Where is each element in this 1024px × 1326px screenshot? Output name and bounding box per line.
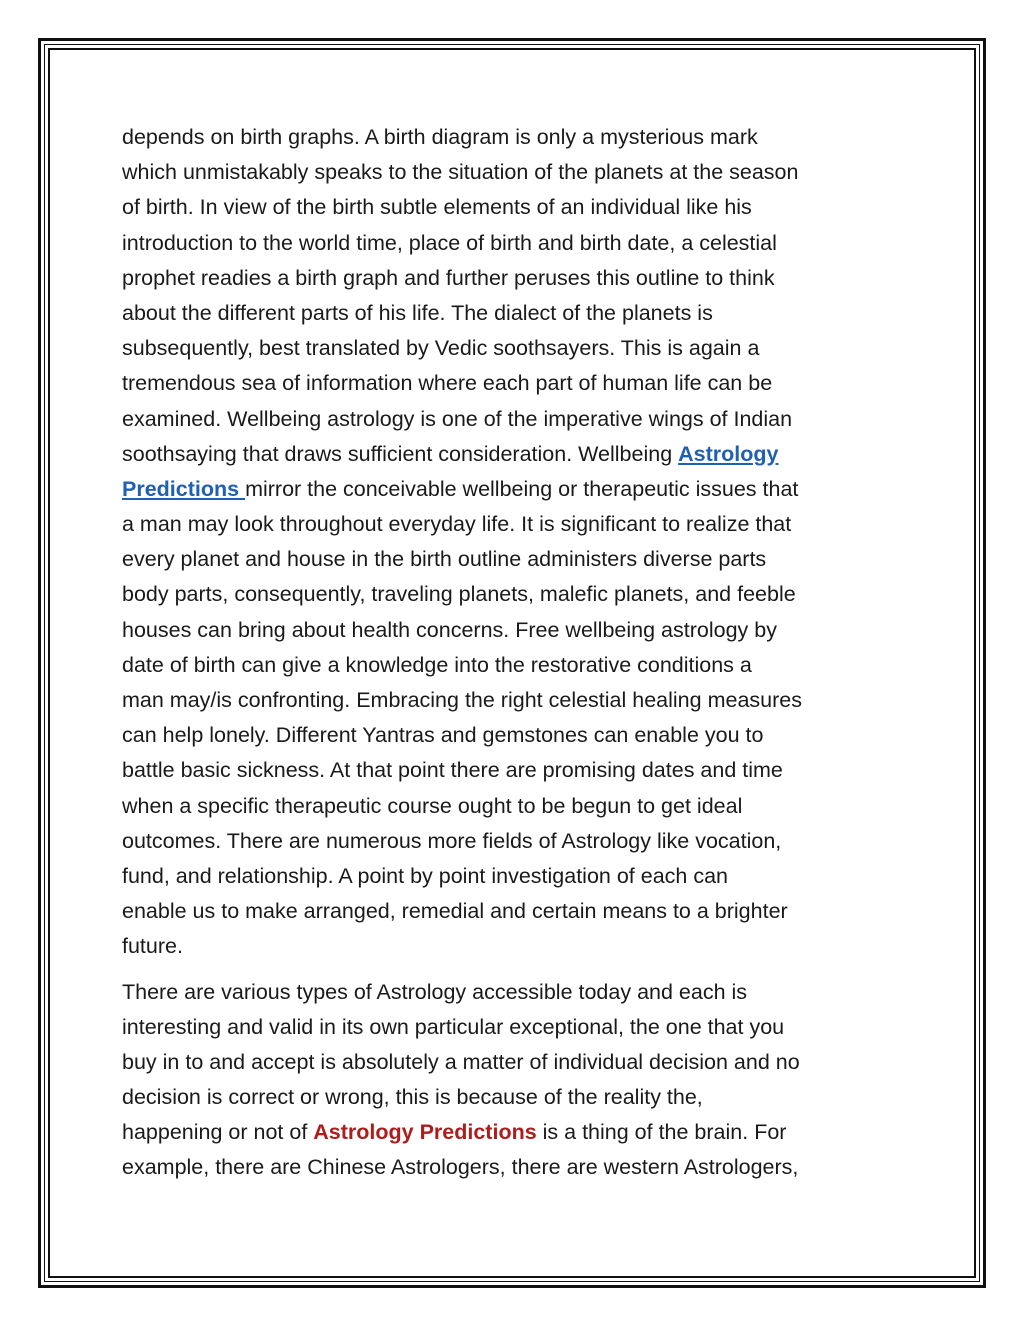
text-line xyxy=(122,437,912,472)
text-line: subsequently, best translated by Vedic soothsayers. This is again a xyxy=(122,336,760,361)
text-segment: happening or not of xyxy=(122,1120,314,1145)
text-line xyxy=(122,472,912,507)
text-line: a man may look throughout everyday life. It is significant to realize that xyxy=(122,512,792,537)
text-line: decision is correct or wrong, this is because of the reality the, xyxy=(122,1085,703,1110)
astrology-predictions-link-part1[interactable]: Astrology xyxy=(678,441,779,466)
paragraph-astrology-types xyxy=(122,975,912,1186)
text-line: every planet and house in the birth outline administers diverse parts xyxy=(122,547,767,572)
text-line: interesting and valid in its own particular exceptional, the one that you xyxy=(122,1014,785,1039)
text-line: buy in to and accept is absolutely a matter of individual decision and no xyxy=(122,1049,800,1074)
text-line xyxy=(122,1115,912,1150)
document-body xyxy=(122,120,912,1186)
text-line: of birth. In view of the birth subtle elements of an individual like his xyxy=(122,195,752,220)
astrology-predictions-link-part2[interactable]: Predictions xyxy=(122,476,246,501)
text-line: future. xyxy=(122,934,183,959)
paragraph-health-astrology xyxy=(122,120,912,965)
text-line: which unmistakably speaks to the situation of the planets at the season xyxy=(122,160,799,185)
text-segment: is a thing of the brain. For xyxy=(536,1120,787,1145)
text-line: enable us to make arranged, remedial and certain means to a brighter xyxy=(122,899,788,924)
text-line: date of birth can give a knowledge into the restorative conditions a xyxy=(122,652,752,677)
text-segment: soothsaying that draws sufficient consideration. Wellbeing xyxy=(122,441,679,466)
text-line: There are various types of Astrology accessible today and each is xyxy=(122,979,748,1004)
text-line: prophet readies a birth graph and further peruses this outline to think xyxy=(122,265,775,290)
text-line: outcomes. There are numerous more fields of Astrology like vocation, xyxy=(122,828,782,853)
text-line: can help lonely. Different Yantras and gemstones can enable you to xyxy=(122,723,764,748)
text-line: example, there are Chinese Astrologers, there are western Astrologers, xyxy=(122,1155,799,1180)
text-line: houses can bring about health concerns. Free wellbeing astrology by xyxy=(122,617,777,642)
text-line: battle basic sickness. At that point there are promising dates and time xyxy=(122,758,783,783)
text-line: when a specific therapeutic course ought to be begun to get ideal xyxy=(122,793,743,818)
astrology-predictions-highlight[interactable]: Astrology Predictions xyxy=(313,1120,537,1145)
text-line: examined. Wellbeing astrology is one of the imperative wings of Indian xyxy=(122,406,793,431)
text-line: tremendous sea of information where each part of human life can be xyxy=(122,371,773,396)
text-segment: mirror the conceivable wellbeing or therapeutic issues that xyxy=(245,476,799,501)
text-line: about the different parts of his life. The dialect of the planets is xyxy=(122,300,713,325)
text-line: man may/is confronting. Embracing the right celestial healing measures xyxy=(122,688,802,712)
text-line: introduction to the world time, place of birth and birth date, a celestial xyxy=(122,230,777,255)
text-line: depends on birth graphs. A birth diagram is only a mysterious mark xyxy=(122,125,758,149)
text-line: body parts, consequently, traveling planets, malefic planets, and feeble xyxy=(122,582,796,607)
text-line: fund, and relationship. A point by point investigation of each can xyxy=(122,863,729,888)
